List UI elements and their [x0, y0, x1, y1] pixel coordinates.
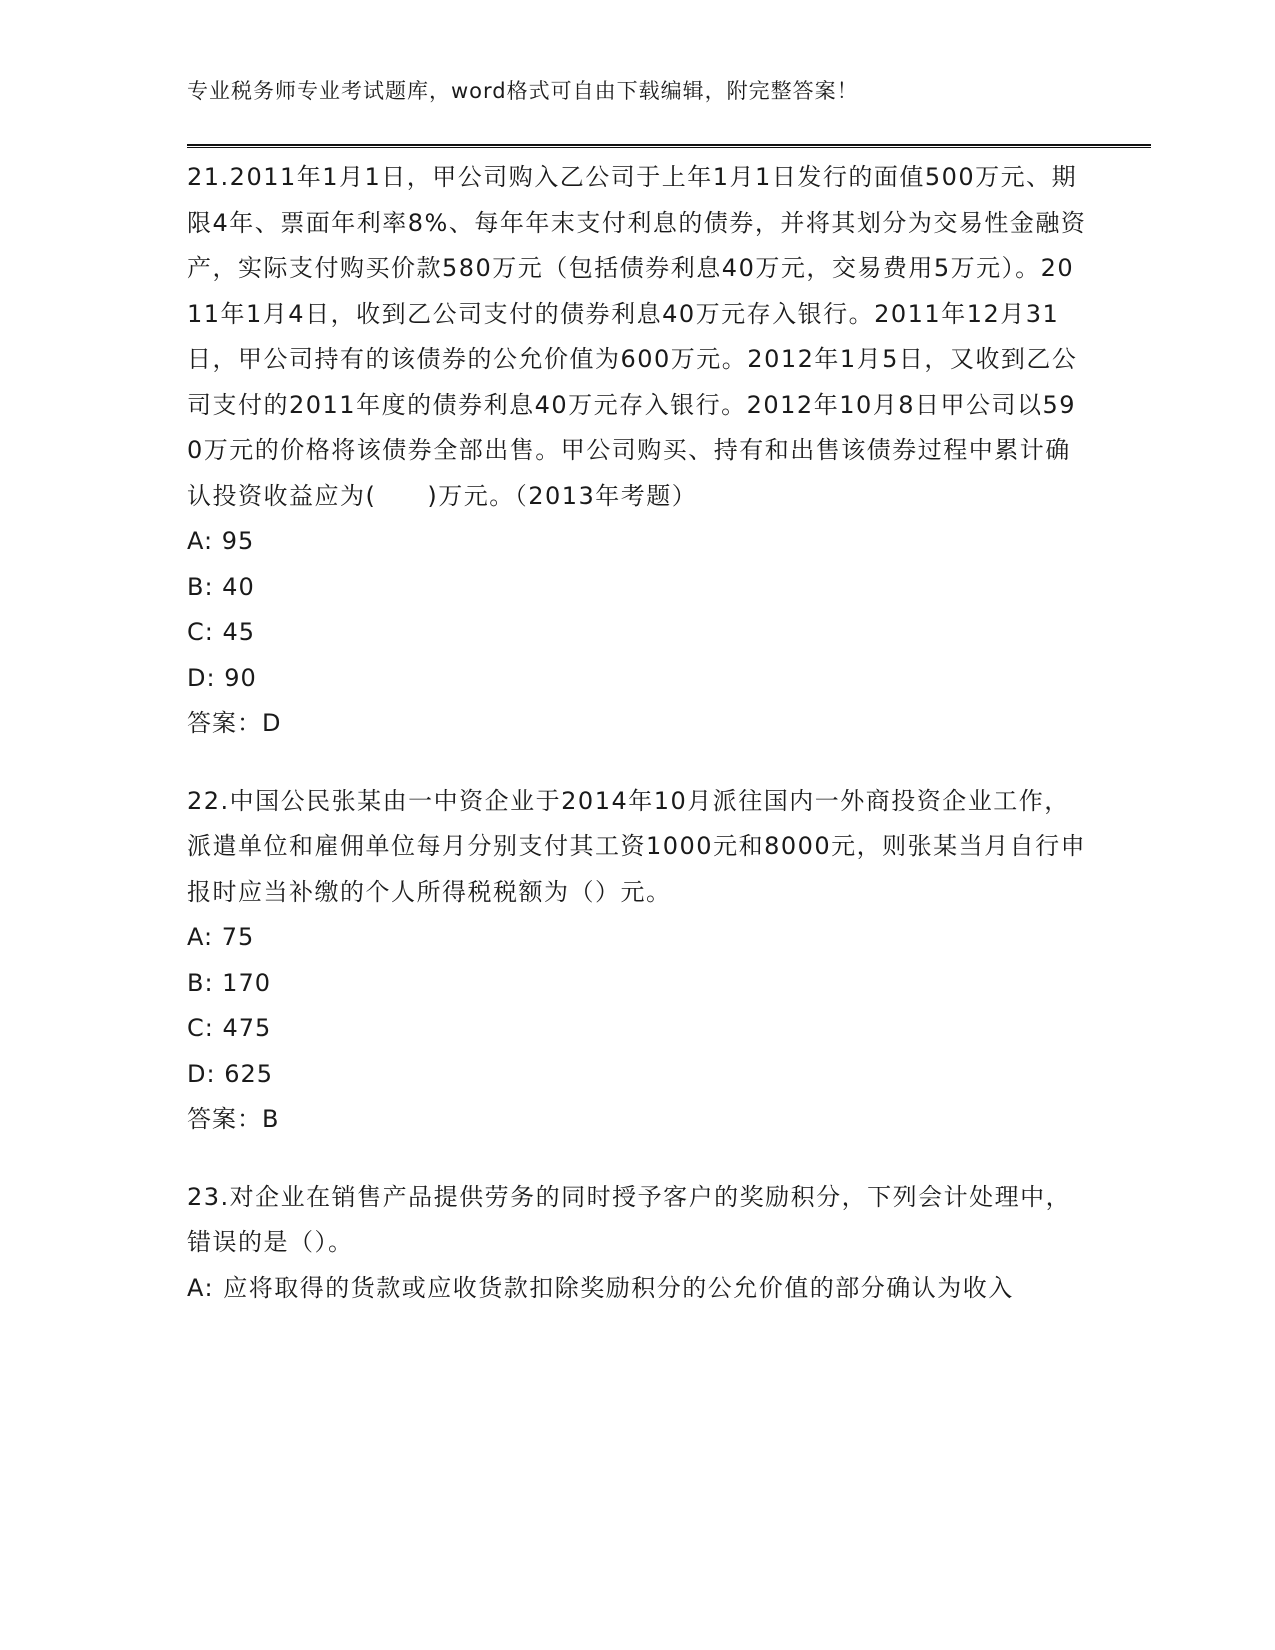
answer-label: 答案：B — [187, 1105, 280, 1133]
option-a: A: 75 — [187, 923, 255, 951]
question-stem: 21.2011年1月1日，甲公司购入乙公司于上年1月1日发行的面值500万元、期限4年、票面年利率8%、每年年末支付利息的债券，并将其划分为交易性金融资产，实际支付购买价款580万元（包括债券利息40万元，交易费用5万元）。2011年1月4日，收到乙公司支付的债券利息40万元存入银行。2011年12月31日，甲公司持有的该债券的公允价值为600万元。2012年1月5日，又收到乙公司支付的2011年度的债券利息40万元存入银行。2012年10月8日甲公司以590万元的价格将该债券全部出售。甲公司购买、持有和出售该债券过程中累计确认投资收益应为( )万元。（2013年考题） — [187, 163, 1087, 510]
question-23 — [187, 1175, 1087, 1312]
option-a: A: 95 — [187, 527, 255, 555]
answer-label: 答案：D — [187, 709, 282, 737]
option-c: C: 475 — [187, 1014, 272, 1042]
option-d: D: 625 — [187, 1059, 274, 1088]
question-22 — [187, 779, 1087, 1143]
option-d: D: 90 — [187, 663, 257, 692]
option-b: B: 170 — [187, 968, 271, 997]
option-b: B: 40 — [187, 572, 255, 601]
page-header: 专业税务师专业考试题库，word格式可自由下载编辑，附完整答案！ — [187, 79, 859, 103]
option-a: A: 应将取得的货款或应收货款扣除奖励积分的公允价值的部分确认为收入 — [187, 1273, 1014, 1302]
question-list — [187, 155, 1087, 1343]
question-stem: 22.中国公民张某由一中资企业于2014年10月派往国内一外商投资企业工作，派遣单位和雇佣单位每月分别支付其工资1000元和8000元，则张某当月自行申报时应当补缴的个人所得税税额为（）元。 — [187, 786, 1087, 906]
question-stem: 23.对企业在销售产品提供劳务的同时授予客户的奖励积分，下列会计处理中，错误的是（）。 — [187, 1182, 1072, 1256]
question-21 — [187, 155, 1087, 747]
header-divider — [187, 144, 1151, 148]
option-c: C: 45 — [187, 618, 256, 646]
